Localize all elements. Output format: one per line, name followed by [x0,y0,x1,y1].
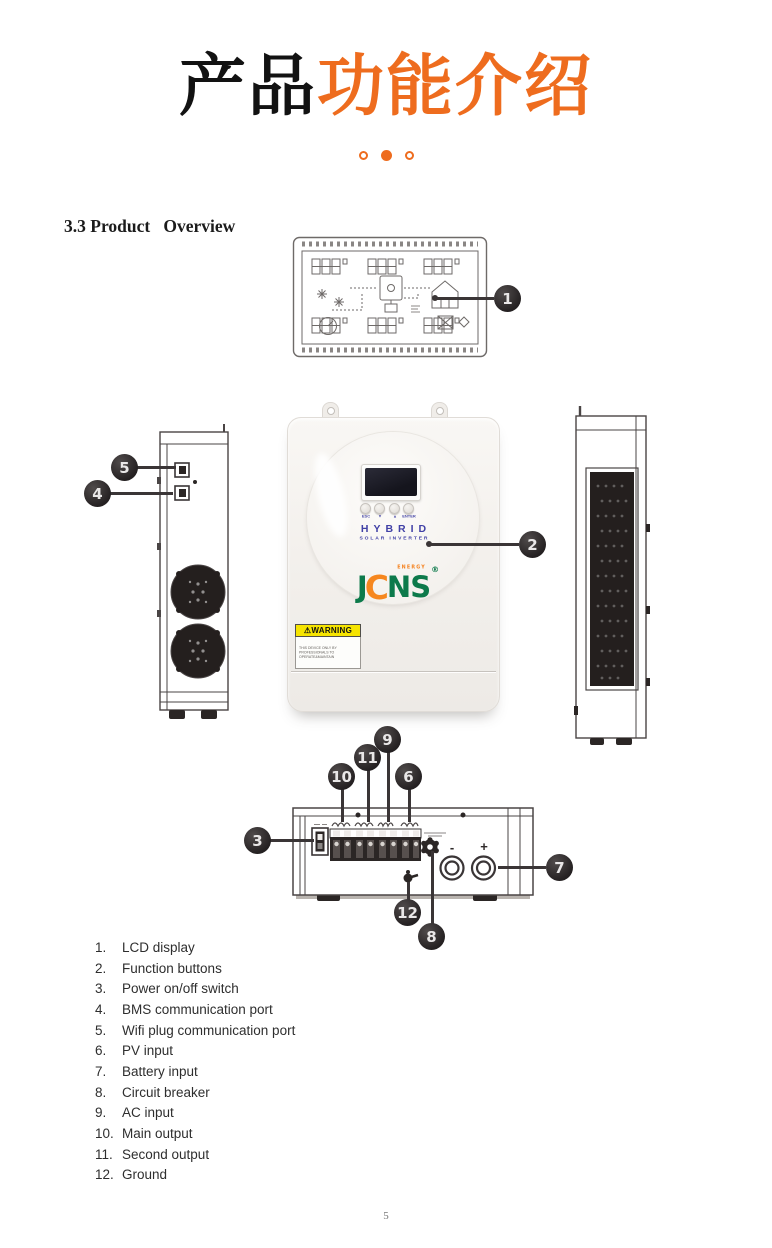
registered-mark: ® [431,565,440,574]
battery-terminal-negative [441,857,464,880]
warning-label [295,624,361,669]
down-button-label: ▼ [378,514,382,519]
legend-item [95,978,295,999]
legend-item-number: 9. [95,1105,107,1121]
callout-5: 5 [111,454,138,481]
logo-sun-c: C [364,568,389,607]
legend-item [95,1082,295,1103]
esc-button-label: ESC [361,514,371,519]
callout-10: 10 [328,763,355,790]
callout-9-line [387,751,390,822]
legend-item-number: 4. [95,1001,107,1017]
legend-item-number: 2. [95,960,107,976]
legend-item [95,937,295,958]
page-number: 5 [383,1210,389,1222]
power-switch [312,825,328,856]
down-button [374,503,385,514]
callout-4-line [109,492,173,495]
callout-6-line [408,788,411,822]
legend-item-number: 7. [95,1063,107,1079]
callout-11: 11 [354,744,381,771]
legend-item-number: 3. [95,981,107,997]
enter-button-label: ENTER [402,514,416,519]
brand-logo [287,564,500,607]
page-title-black: 产品 [179,49,317,124]
legend-item-label: LCD display [122,939,195,955]
legend-item [95,1020,295,1041]
warning-line: PROFESSIONALS TO [299,650,335,655]
legend-item [95,1123,295,1144]
legend-item-label: Ground [122,1167,168,1183]
callout-10-line [341,788,344,822]
callout-7-line [498,866,546,869]
carousel-dots [0,151,772,161]
legend-item [95,1165,295,1186]
terminal-block [330,829,421,861]
legend-item-number: 12. [95,1167,114,1183]
mounting-ear [322,402,339,418]
callout-3-line [269,839,314,842]
legend-item-label: Battery input [122,1063,198,1079]
legend-item-number: 6. [95,1043,107,1059]
battery-terminal-positive [472,857,495,880]
legend-item-number: 1. [95,939,107,955]
panel-seam [291,671,496,672]
legend-item [95,1040,295,1061]
legend-item-label: Second output [122,1146,210,1162]
legend-item [95,1144,295,1165]
mounting-hole [436,407,444,415]
fan-grille [171,624,225,678]
esc-button [360,503,371,514]
callout-4: 4 [84,480,111,507]
callout-1: 1 [494,285,521,312]
logo-letter-j: J [356,570,367,604]
legend-item-label: Function buttons [122,960,222,976]
carousel-dot [359,151,368,160]
legend-item-label: PV input [122,1043,174,1059]
left-side-view [155,424,237,726]
legend-item-label: BMS communication port [122,1001,273,1017]
legend-item [95,958,295,979]
callout-2: 2 [519,531,546,558]
callout-5-line [136,466,176,469]
callout-7: 7 [546,854,573,881]
bms-port [175,486,189,500]
warning-header: ⚠WARNING [295,624,361,637]
lcd-display [365,468,417,496]
bottom-view [288,806,538,906]
wifi-port [175,463,189,477]
legend-item-number: 8. [95,1084,107,1100]
callout-6: 6 [395,763,422,790]
legend-item [95,999,295,1020]
legend-item-number: 10. [95,1126,114,1142]
legend-item-number: 11. [95,1146,113,1162]
callout-11-line [367,769,370,822]
hybrid-text: HYBRID [360,523,432,535]
carousel-dot [405,151,414,160]
parts-legend [95,937,295,1185]
carousel-dot-active [381,150,392,161]
callout-1-line [436,297,494,300]
right-side-view [572,406,652,746]
fan-grille [171,565,225,619]
callout-3: 3 [244,827,271,854]
mounting-ear [431,402,448,418]
callout-8-line [431,851,434,925]
legend-item-label: AC input [122,1105,174,1121]
callout-9: 9 [374,726,401,753]
warning-line: THIS DEVICE ONLY BY [299,646,337,650]
legend-item-label: Circuit breaker [122,1084,210,1100]
up-button [389,503,400,514]
negative-terminal-label: - [449,840,455,855]
legend-item [95,1061,295,1082]
legend-item-label: Main output [122,1126,193,1142]
warning-line: OPERATE&MAINTAIN [299,655,335,659]
solar-inverter-text: SOLAR INVERTER [359,535,430,541]
vent-grille [586,468,638,690]
logo-letters-ns: NS [386,570,431,604]
mounting-hole [327,407,335,415]
callout-8: 8 [418,923,445,950]
legend-item-label: Power on/off switch [122,981,239,997]
legend-item-number: 5. [95,1022,107,1038]
logo-energy-text: ENERGY [397,564,427,570]
positive-terminal-label: + [480,839,488,854]
legend-item [95,1103,295,1124]
enter-button [403,503,414,514]
callout-12: 12 [394,899,421,926]
section-heading: 3.3 Product Overview [64,216,236,236]
callout-2-line [430,543,519,546]
legend-item-label: Wifi plug communication port [122,1022,296,1038]
page-title-orange: 功能介绍 [317,49,593,124]
up-button-label: ▲ [393,514,397,519]
page-title [0,50,772,124]
